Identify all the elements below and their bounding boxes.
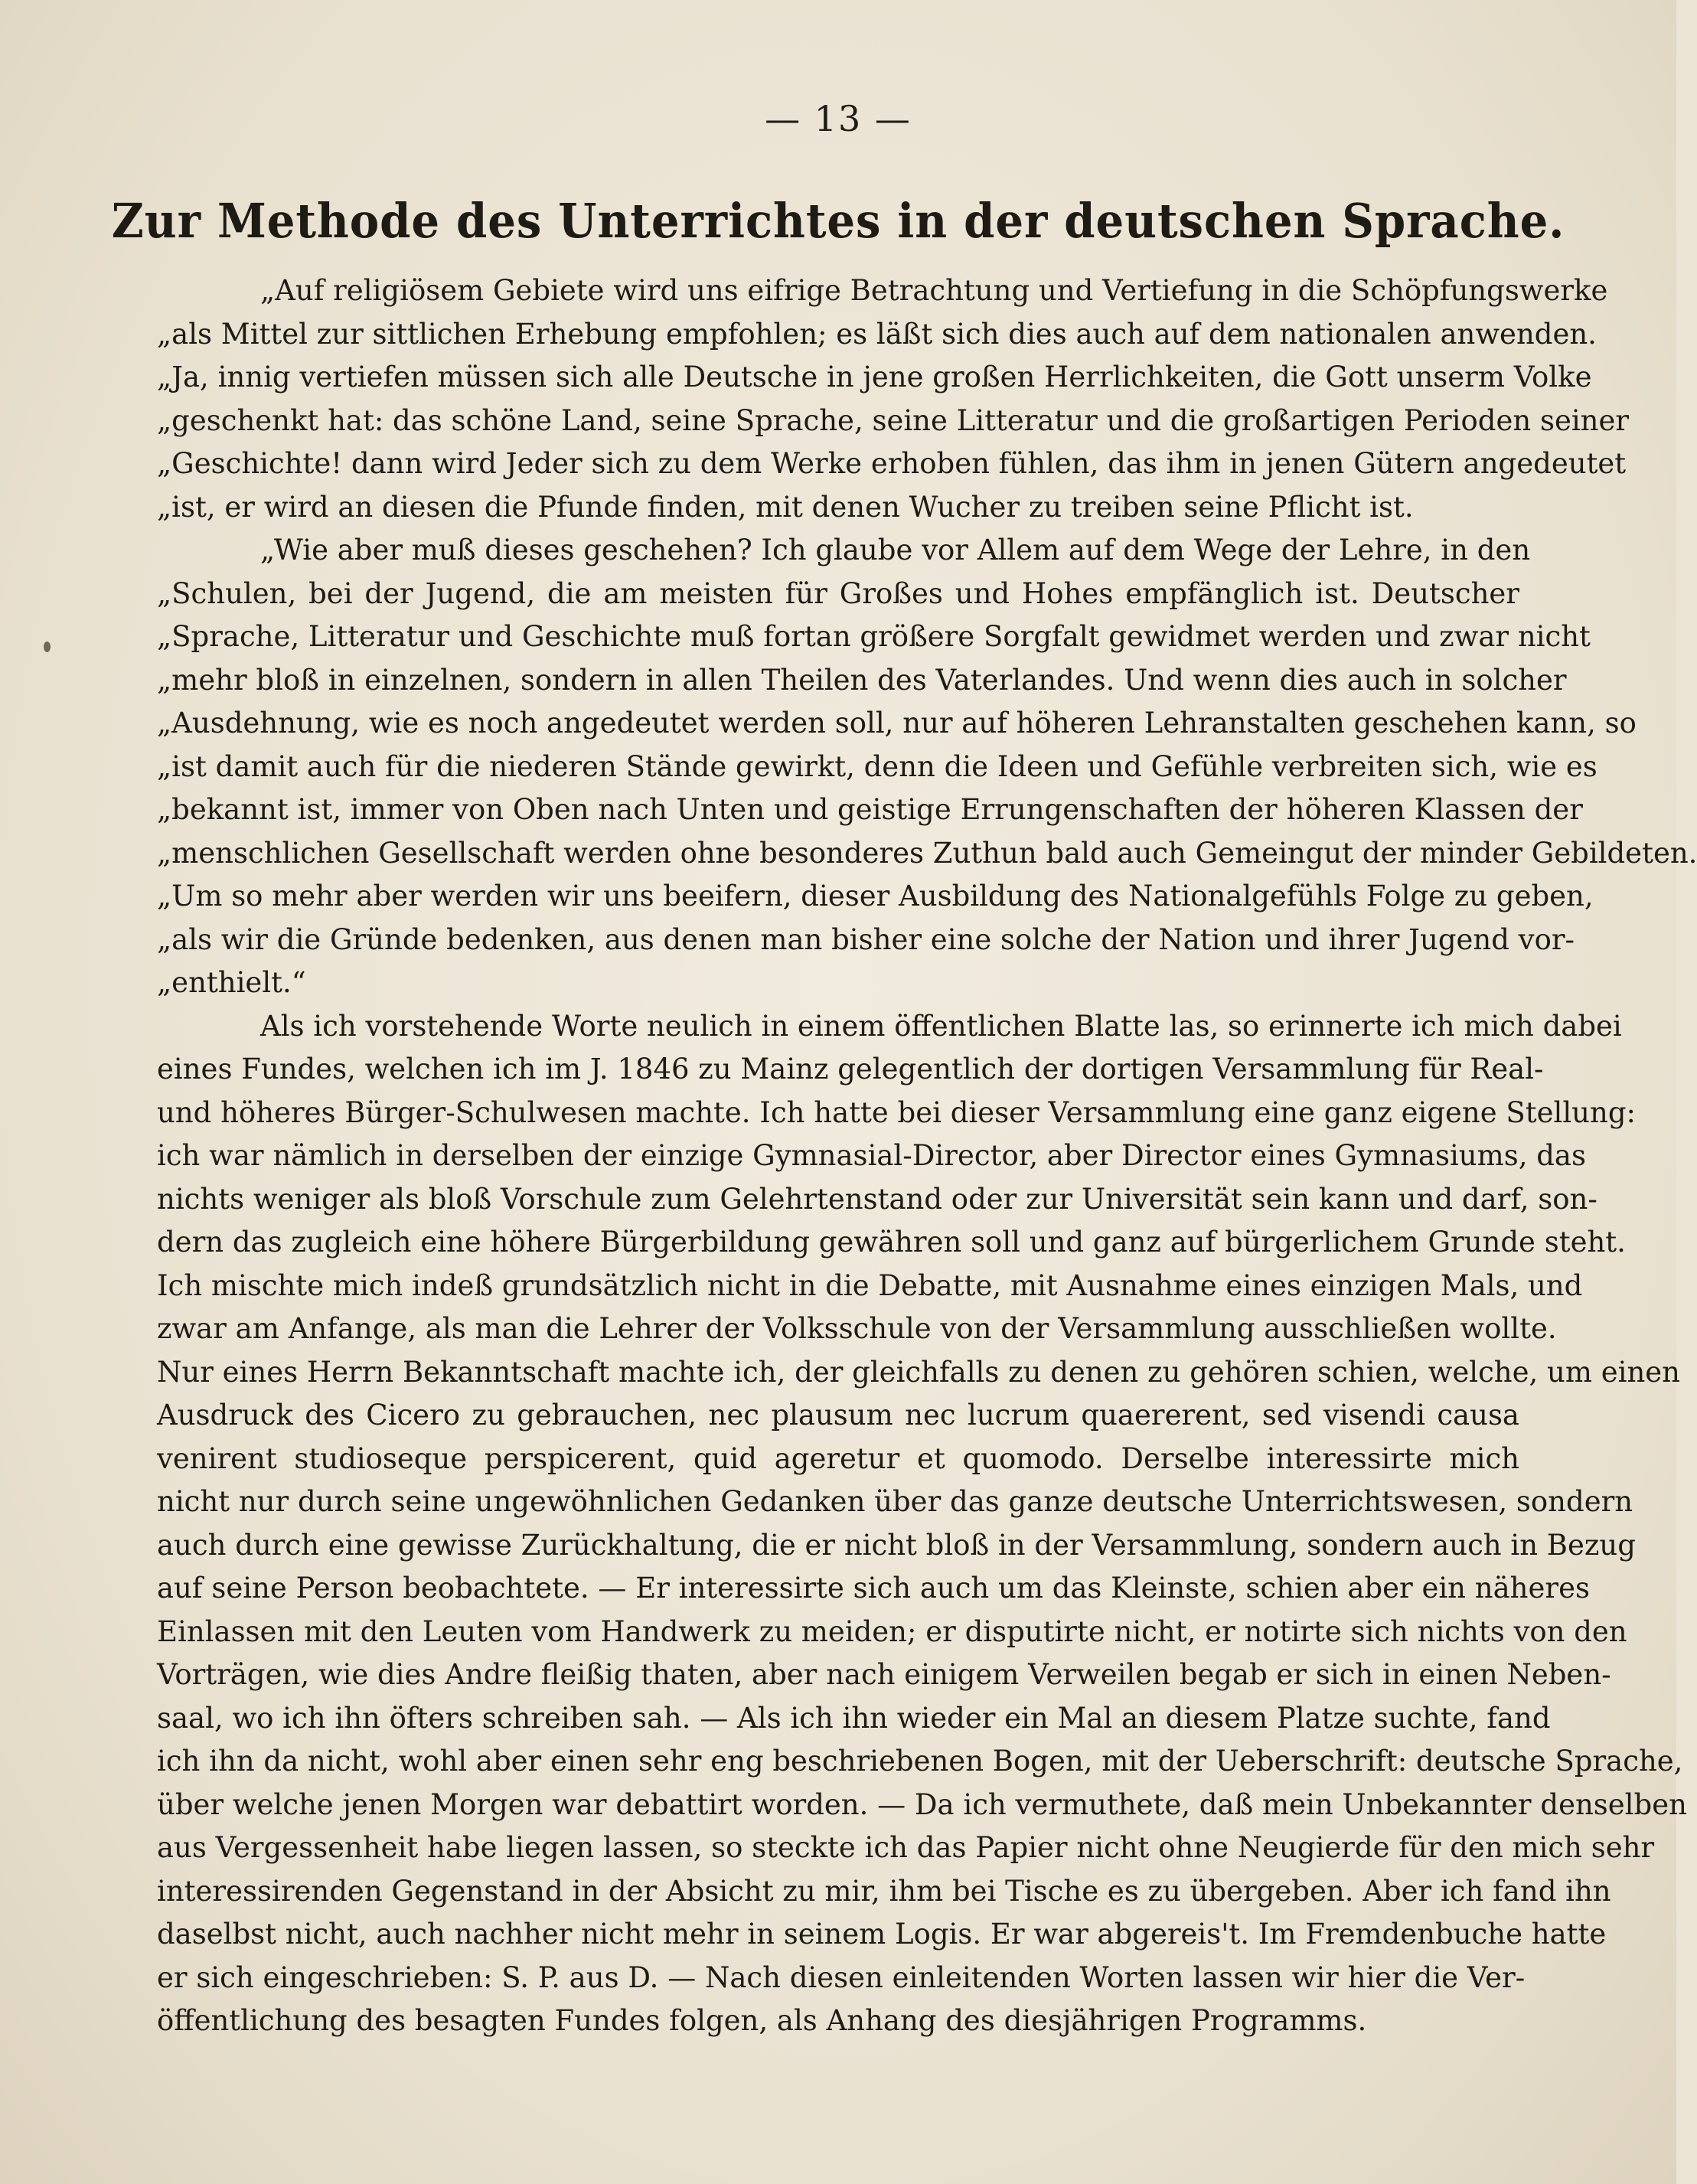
text-line: Vorträgen, wie dies Andre fleißig thaten, aber nach einigem Verweilen begab er sich in einen Neben- [157, 1658, 1611, 1691]
text-line: öffentlichung des besagten Fundes folgen, als Anhang des diesjährigen Programms. [157, 2004, 1367, 2037]
text-line: venirent studioseque perspicerent, quid ageretur et quomodo. Derselbe interessirte mich [157, 1441, 1519, 1475]
text-line: „ist, er wird an diesen die Pfunde finden, mit denen Wucher zu treiben seine Pflicht ist. [157, 490, 1414, 524]
body-paragraph [157, 1005, 1687, 2043]
text-line: „menschlichen Gesellschaft werden ohne besonderes Zuthun bald auch Gemeingut der minder Gebildeten. [157, 836, 1697, 870]
quote-paragraph-2 [157, 529, 1697, 1005]
text-line: „Ja, innig vertiefen müssen sich alle Deutsche in jene großen Herrlichkeiten, die Gott unserm Volke [157, 361, 1592, 393]
text-line: „enthielt.“ [157, 966, 306, 999]
text-line: „Auf religiösem Gebiete wird uns eifrige Betrachtung und Vertiefung in die Schöpfungswerke [260, 274, 1608, 307]
text-line: Einlassen mit den Leuten vom Handwerk zu meiden; er disputirte nicht, er notirte sich nichts von den [157, 1614, 1627, 1648]
text-line: ich war nämlich in derselben der einzige Gymnasial-Director, aber Director eines Gymnasiums, das [157, 1139, 1586, 1172]
text-line: nicht nur durch seine ungewöhnlichen Gedanken über das ganze deutsche Unterrichtswesen, sondern [157, 1485, 1633, 1518]
text-line: „als wir die Gründe bedenken, aus denen man bisher eine solche der Nation und ihrer Jugend vor- [157, 922, 1575, 956]
text-line: ich ihn da nicht, wohl aber einen sehr eng beschriebenen Bogen, mit der Ueberschrift: deutsche Sprache, [157, 1745, 1683, 1778]
text-line: „Um so mehr aber werden wir uns beeifern, dieser Ausbildung des Nationalgefühls Folge zu geben, [157, 880, 1594, 912]
text-line: dern das zugleich eine höhere Bürgerbildung gewähren soll und ganz auf bürgerlichem Grunde steht. [157, 1226, 1626, 1258]
text-line: Nur eines Herrn Bekanntschaft machte ich, der gleichfalls zu denen zu gehören schien, welche, um einen [157, 1355, 1681, 1389]
text-line: „mehr bloß in einzelnen, sondern in allen Theilen des Vaterlandes. Und wenn dies auch in solcher [157, 663, 1567, 697]
text-line: „Sprache, Litteratur und Geschichte muß fortan größere Sorgfalt gewidmet werden und zwar nicht [157, 620, 1591, 653]
body-text [157, 269, 1697, 2043]
text-line: aus Vergessenheit habe liegen lassen, so steckte ich das Papier nicht ohne Neugierde für den mich sehr [157, 1831, 1655, 1864]
text-line: und höheres Bürger-Schulwesen machte. Ich hatte bei dieser Versammlung eine ganz eigene Stellung: [157, 1095, 1636, 1129]
text-line: „als Mittel zur sittlichen Erhebung empfohlen; es läßt sich dies auch auf dem nationalen anwenden. [157, 317, 1597, 351]
text-line: auch durch eine gewisse Zurückhaltung, die er nicht bloß in der Versammlung, sondern auch in Bezug [157, 1528, 1636, 1562]
text-line: Als ich vorstehende Worte neulich in einem öffentlichen Blatte las, so erinnerte ich mich dabei [260, 1009, 1622, 1043]
text-line: „Wie aber muß dieses geschehen? Ich glaube vor Allem auf dem Wege der Lehre, in den [260, 534, 1531, 566]
text-line: interessirenden Gegenstand in der Absicht zu mir, ihm bei Tische es zu übergeben. Aber ich fand ihn [157, 1874, 1611, 1908]
text-line: auf seine Person beobachtete. — Er interessirte sich auch um das Kleinste, schien aber ein näheres [157, 1572, 1590, 1605]
text-line: zwar am Anfange, als man die Lehrer der Volksschule von der Versammlung ausschließen wollte. [157, 1312, 1557, 1345]
text-line: eines Fundes, welchen ich im J. 1846 zu Mainz gelegentlich der dortigen Versammlung für Real- [157, 1053, 1544, 1085]
text-line: über welche jenen Morgen war debattirt worden. — Da ich vermuthete, daß mein Unbekannter denselben [157, 1787, 1687, 1821]
text-line: „bekannt ist, immer von Oben nach Unten und geistige Errungenschaften der höheren Klassen der [157, 793, 1583, 826]
text-line: saal, wo ich ihn öfters schreiben sah. — Als ich ihn wieder ein Mal an diesem Platze suchte, fand [157, 1701, 1551, 1735]
text-line: Ich mischte mich indeß grundsätzlich nicht in die Debatte, mit Ausnahme eines einzigen Mals, und [157, 1268, 1583, 1302]
text-line: „ist damit auch für die niederen Stände gewirkt, denn die Ideen und Gefühle verbreiten sich, wie es [157, 749, 1597, 783]
text-line: er sich eingeschrieben: S. P. aus D. — Nach diesen einleitenden Worten lassen wir hier die Ver- [157, 1960, 1526, 1994]
page-number: — 13 — [765, 98, 912, 139]
text-line: nichts weniger als bloß Vorschule zum Gelehrtenstand oder zur Universität sein kann und darf, son- [157, 1182, 1597, 1216]
section-heading: Zur Methode des Unterrichtes in der deutschen Sprache. [111, 193, 1565, 249]
text-line: daselbst nicht, auch nachher nicht mehr in seinem Logis. Er war abgereis't. Im Fremdenbuche hatte [157, 1918, 1607, 1951]
text-line: Ausdruck des Cicero zu gebrauchen, nec plausum nec lucrum quaererent, sed visendi causa [157, 1399, 1519, 1432]
text-line: „Schulen, bei der Jugend, die am meisten für Großes und Hohes empfänglich ist. Deutscher [157, 576, 1519, 610]
quote-paragraph-1 [157, 269, 1630, 529]
text-line: „Ausdehnung, wie es noch angedeutet werden soll, nur auf höheren Lehranstalten geschehen kann, so [157, 707, 1637, 739]
text-line: „Geschichte! dann wird Jeder sich zu dem Werke erhoben fühlen, das ihm in jenen Gütern angedeutet [157, 447, 1627, 480]
ink-spot [44, 641, 51, 652]
text-line: „geschenkt hat: das schöne Land, seine Sprache, seine Litteratur und die großartigen Perioden seiner [157, 403, 1630, 437]
